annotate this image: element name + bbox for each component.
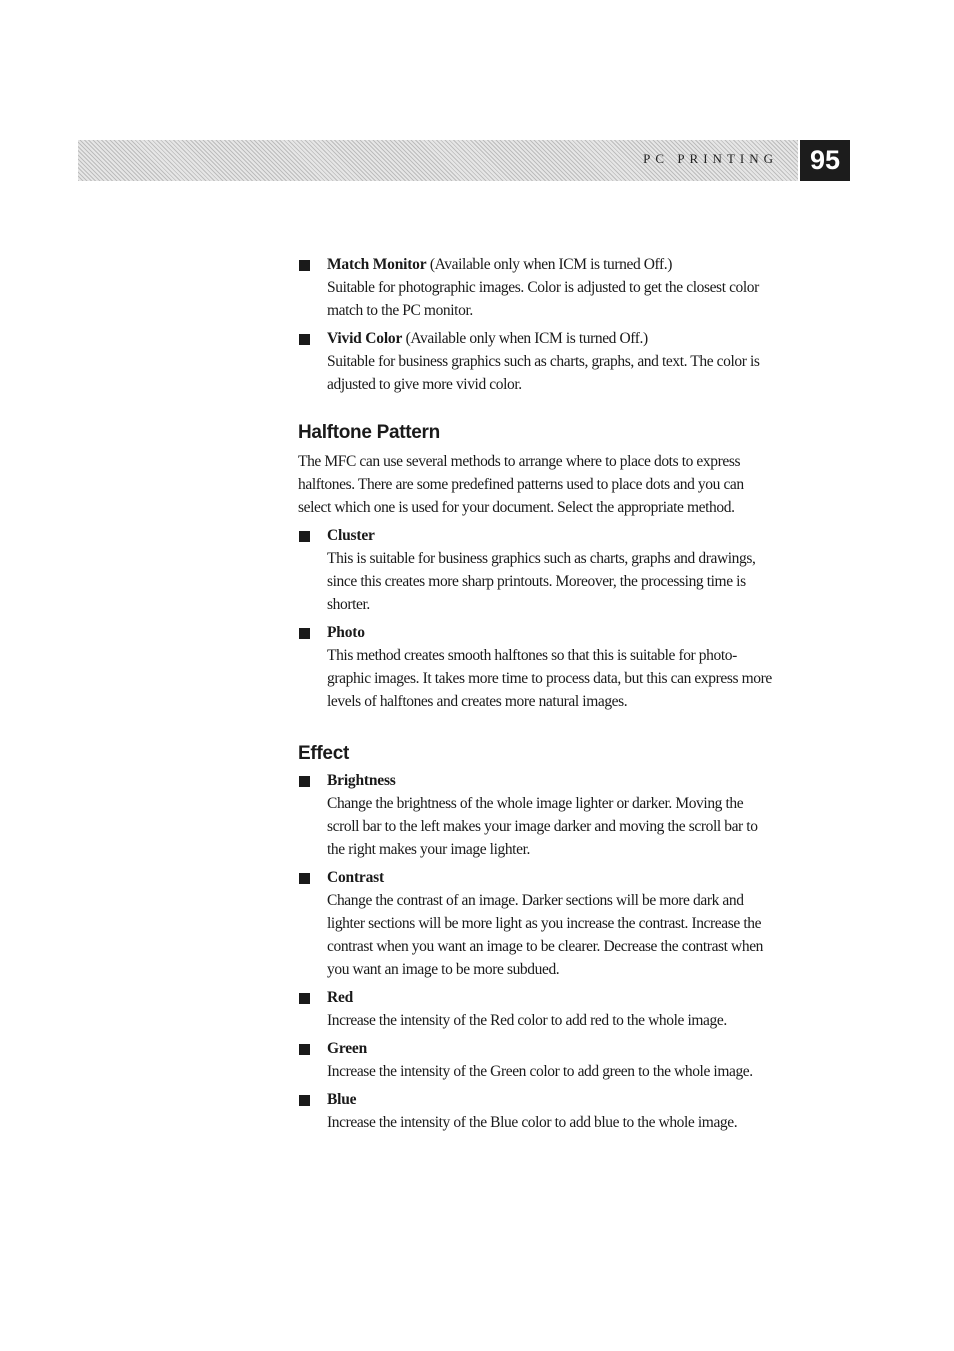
list-item [298,866,802,981]
intro-text-line: halftones. There are some predefined patterns used to place dots and you can [298,476,744,493]
page-number: 95 [800,140,850,181]
item-text-line: This is suitable for business graphics such as charts, graphs and drawings, [327,550,756,567]
item-title: Cluster [327,527,375,544]
item-heading-line [327,253,802,276]
item-text-line: This method creates smooth halftones so that this is suitable for photo- [327,647,737,664]
item-text-line: contrast when you want an image to be clearer. Decrease the contrast when [327,938,764,955]
halftone-intro [298,450,802,519]
list-item [298,986,802,1032]
item-text-line: lighter sections will be more light as you increase the contrast. Increase the [327,915,762,932]
page-content [298,253,802,1139]
item-text-line: Change the brightness of the whole image lighter or darker. Moving the [327,795,744,812]
item-text-line: scroll bar to the left makes your image darker and moving the scroll bar to [327,818,758,835]
item-title: Contrast [327,869,384,886]
section-title: PC PRINTING [643,151,778,166]
item-text-line: levels of halftones and creates more natural images. [327,693,628,710]
list-item [298,253,802,322]
item-text-line: Change the contrast of an image. Darker sections will be more dark and [327,892,744,909]
bullet-icon [299,1044,310,1055]
item-title: Photo [327,624,365,641]
item-text-line: you want an image to be more subdued. [327,961,560,978]
item-text-line: Suitable for business graphics such as charts, graphs, and text. The color is [327,353,760,370]
item-title: Vivid Color [327,330,403,347]
item-text-line: since this creates more sharp printouts. Moreover, the processing time is [327,573,746,590]
section-heading-effect: Effect [298,743,349,764]
item-text-line: Increase the intensity of the Blue color to add blue to the whole image. [327,1114,738,1131]
list-item [298,1088,802,1134]
list-item [298,327,802,396]
bullet-icon [299,260,310,271]
item-title: Blue [327,1091,357,1108]
intro-text-line: The MFC can use several methods to arrange where to place dots to express [298,453,741,470]
item-text-line: Increase the intensity of the Red color to add red to the whole image. [327,1012,727,1029]
item-note: (Available only when ICM is turned Off.) [405,330,648,347]
bullet-icon [299,334,310,345]
item-text-line: the right makes your image lighter. [327,841,530,858]
list-item [298,769,802,861]
list-item [298,621,802,713]
page-header-band [78,140,798,181]
bullet-icon [299,1095,310,1106]
item-note: (Available only when ICM is turned Off.) [429,256,673,273]
item-text-line: shorter. [327,596,370,613]
bullet-icon [299,873,310,884]
item-title: Brightness [327,772,396,789]
bullet-icon [299,993,310,1004]
intro-text-line: select which one is used for your document. Select the appropriate method. [298,499,735,516]
item-title: Green [327,1040,368,1057]
item-title: Match Monitor [327,256,427,273]
list-item [298,1037,802,1083]
item-heading-line [327,327,802,350]
bullet-icon [299,628,310,639]
item-title: Red [327,989,354,1006]
item-text-line: Suitable for photographic images. Color is adjusted to get the closest color [327,279,759,296]
item-text-line: match to the PC monitor. [327,302,473,319]
bullet-icon [299,776,310,787]
item-text-line: graphic images. It takes more time to process data, but this can express more [327,670,772,687]
section-heading-halftone: Halftone Pattern [298,422,440,443]
item-text-line: Increase the intensity of the Green color to add green to the whole image. [327,1063,753,1080]
bullet-icon [299,531,310,542]
item-text-line: adjusted to give more vivid color. [327,376,522,393]
list-item [298,524,802,616]
